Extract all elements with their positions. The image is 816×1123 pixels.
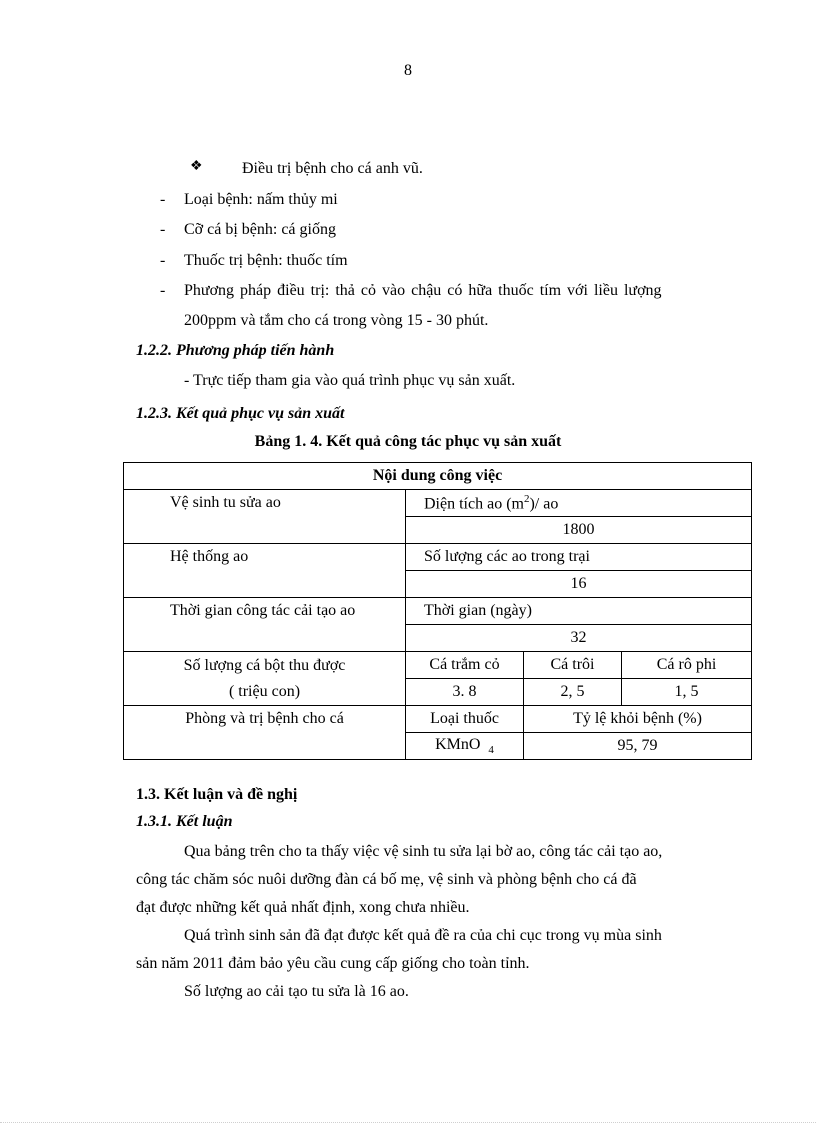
section-text: - Trực tiếp tham gia vào quá trình phục vụ sản xuất.: [184, 372, 516, 389]
list-item: Loại bệnh: nấm thủy mi: [184, 191, 338, 208]
table-cell-value: 32: [406, 625, 752, 652]
table-cell-value: 16: [406, 571, 752, 598]
table-cell-drug: KMnO $_4$: [406, 733, 524, 760]
section-heading-1-2-2: 1.2.2. Phương pháp tiến hành: [136, 342, 335, 359]
table-cell-task: Thời gian công tác cải tạo ao: [124, 598, 406, 652]
table-cell-species: Cá rô phi: [622, 652, 752, 679]
table-cell-value: 1800: [406, 517, 752, 544]
list-item: Phương pháp điều trị: thả cỏ vào chậu có hữa thuốc tím với liều lượng: [184, 282, 662, 299]
page-number: 8: [404, 62, 412, 79]
table-caption: Bảng 1. 4. Kết quả công tác phục vụ sản xuất: [254, 433, 562, 450]
table-cell-metric: Số lượng các ao trong trại: [406, 544, 752, 571]
dash-bullet-icon: -: [160, 191, 166, 208]
section-heading-1-3: 1.3. Kết luận và đề nghị: [136, 786, 298, 803]
table-cell-task: Vệ sinh tu sửa ao: [124, 490, 406, 544]
table-cell-metric: Thời gian (ngày): [406, 598, 752, 625]
paragraph-line: sản năm 2011 đảm bảo yêu cầu cung cấp giống cho toàn tỉnh.: [136, 955, 530, 972]
table-cell-task: Phòng và trị bệnh cho cá: [124, 706, 406, 760]
dash-bullet-icon: -: [160, 252, 166, 269]
treatment-title: Điều trị bệnh cho cá anh vũ.: [242, 160, 423, 177]
table-cell-task: [124, 652, 406, 706]
table-cell-drug-header: Loại thuốc: [406, 706, 524, 733]
dash-bullet-icon: -: [160, 221, 166, 238]
table-cell-value: 2, 5: [524, 679, 622, 706]
table-cell-metric: Diện tích ao $(m^2)/$ ao: [406, 490, 752, 517]
list-item: Thuốc trị bệnh: thuốc tím: [184, 252, 348, 269]
section-heading-1-3-1: 1.3.1. Kết luận: [136, 813, 233, 830]
table-cell-task: Hệ thống ao: [124, 544, 406, 598]
paragraph-line: Quá trình sinh sản đã đạt được kết quả đề ra của chi cục trong vụ mùa sinh: [184, 927, 662, 944]
table-cell-value: 3. 8: [406, 679, 524, 706]
dash-bullet-icon: -: [160, 282, 166, 299]
paragraph-line: Qua bảng trên cho ta thấy việc vệ sinh tu sửa lại bờ ao, công tác cải tạo ao,: [184, 843, 663, 860]
table-cell-rate-header: Tỷ lệ khỏi bệnh (%): [524, 706, 752, 733]
table-cell-species: Cá trắm cỏ: [406, 652, 524, 679]
diamond-bullet-icon: ❖: [190, 159, 203, 174]
table-cell-task-line1: Số lượng cá bột thu được: [183, 656, 346, 674]
table-header: Nội dung công việc: [124, 463, 752, 490]
table-cell-value: 1, 5: [622, 679, 752, 706]
table-cell-rate: 95, 79: [524, 733, 752, 760]
table-cell-species: Cá trôi: [524, 652, 622, 679]
paragraph-line: đạt được những kết quả nhất định, xong chưa nhiều.: [136, 899, 470, 916]
list-item: Cỡ cá bị bệnh: cá giống: [184, 221, 336, 238]
paragraph-line: công tác chăm sóc nuôi dưỡng đàn cá bố mẹ, vệ sinh và phòng bệnh cho cá đã: [136, 871, 637, 888]
section-heading-1-2-3: 1.2.3. Kết quả phục vụ sản xuất: [136, 405, 345, 422]
list-item-continuation: 200ppm và tắm cho cá trong vòng 15 - 30 phút.: [184, 312, 489, 329]
results-table: [123, 462, 752, 760]
table-cell-task-line2: ( triệu con): [228, 682, 301, 700]
paragraph-line: Số lượng ao cải tạo tu sửa là 16 ao.: [184, 983, 409, 1000]
